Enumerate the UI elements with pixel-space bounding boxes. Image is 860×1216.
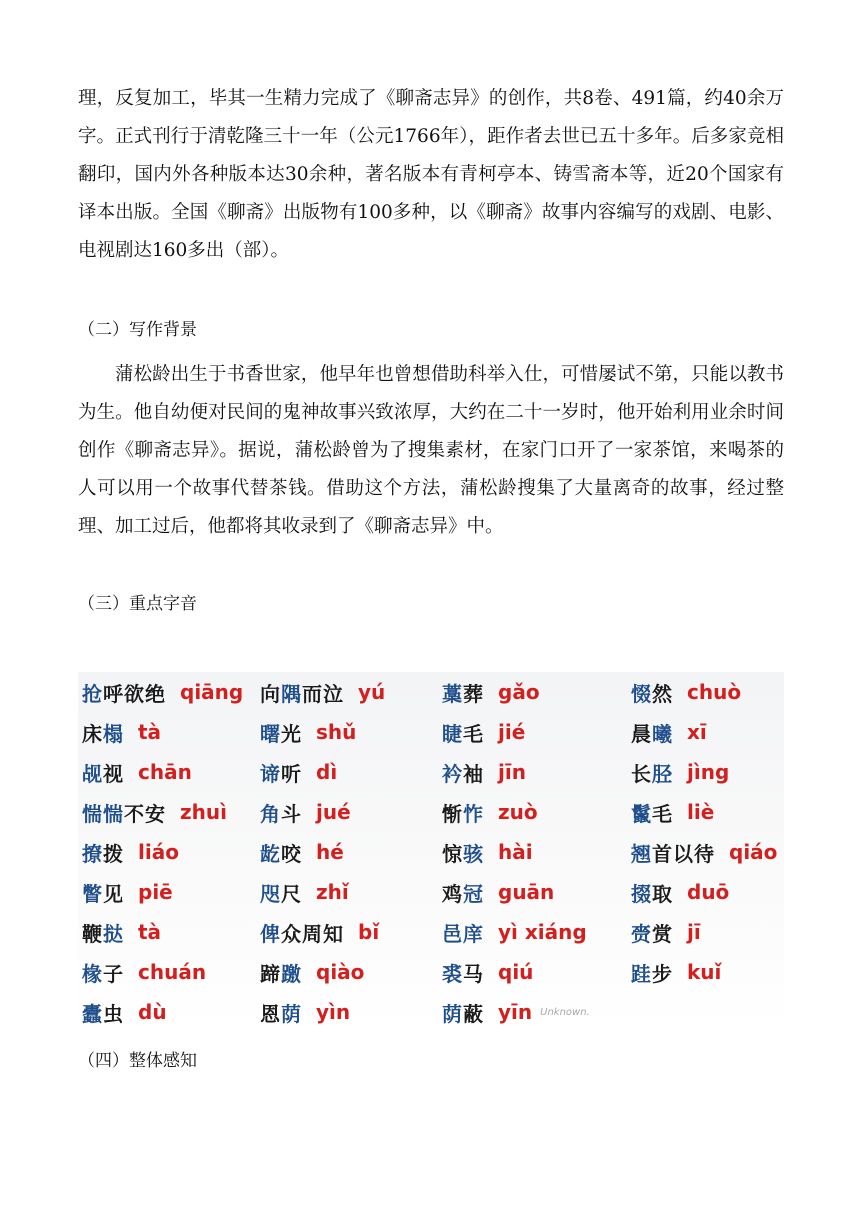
vocab-char: 视	[103, 761, 124, 786]
vocab-pinyin: jìng	[687, 760, 730, 784]
vocab-key-char: 荫	[442, 1001, 463, 1026]
vocab-pinyin: qiāng	[180, 680, 244, 704]
vocab-char: 恩	[260, 1001, 281, 1026]
vocab-item	[442, 872, 554, 912]
vocab-word	[442, 718, 484, 747]
vocab-word	[631, 678, 673, 707]
vocab-pinyin: jué	[316, 800, 351, 824]
vocab-pinyin: dù	[138, 1000, 167, 1024]
vocab-pinyin: duō	[687, 880, 730, 904]
vocab-char: 呼欲绝	[103, 681, 166, 706]
vocab-item	[631, 832, 777, 872]
vocab-char: 取	[652, 881, 673, 906]
vocab-key-char: 惙	[631, 681, 652, 706]
vocab-word	[631, 758, 673, 787]
vocab-char: 长	[631, 761, 652, 786]
vocab-char: 拨	[103, 841, 124, 866]
vocab-char: 然	[652, 681, 673, 706]
vocab-char: 听	[281, 761, 302, 786]
paragraph-background-text: 蒲松龄出生于书香世家，他早年也曾想借助科举入仕，可惜屡试不第，只能以教书为生。他自幼便对民间的鬼神故事兴致浓厚，大约在二十一岁时，他开始利用业余时间创作《聊斋志异》。据说，蒲松龄曾为了搜集素材，在家门口开了一家茶馆，来喝茶的人可以用一个故事代替茶钱。借助这个方法，蒲松龄搜集了大量离奇的故事，经过整理、加工过后，他都将其收录到了《聊斋志异》中。	[78, 364, 784, 537]
vocab-char: 毛	[652, 801, 673, 826]
vocab-item	[260, 872, 349, 912]
paragraph-intro	[78, 80, 784, 270]
vocab-word	[442, 838, 484, 867]
vocab-item	[82, 712, 161, 752]
vocab-item	[442, 832, 533, 872]
vocab-item	[631, 792, 714, 832]
vocab-pinyin: qiú	[498, 960, 534, 984]
vocab-item	[82, 832, 179, 872]
vocab-pinyin: bǐ	[358, 920, 380, 944]
vocab-pinyin: qiào	[316, 960, 365, 984]
vocab-key-char: 榻	[103, 721, 124, 746]
vocab-key-char: 挞	[103, 921, 124, 946]
vocab-item	[82, 792, 227, 832]
vocab-item	[82, 952, 206, 992]
vocab-word	[631, 838, 715, 867]
vocab-item	[82, 992, 167, 1032]
vocab-char: 步	[652, 961, 673, 986]
vocab-key-char: 曙	[260, 721, 281, 746]
vocab-key-char: 惴惴	[82, 801, 124, 826]
vocab-pinyin: zhǐ	[316, 880, 349, 904]
vocab-item	[442, 792, 538, 832]
vocab-char: 袖	[463, 761, 484, 786]
vocab-item	[82, 752, 192, 792]
vocab-item	[442, 992, 590, 1032]
vocab-word	[82, 758, 124, 787]
vocab-pinyin: piē	[138, 880, 173, 904]
vocab-key-char: 椽	[82, 961, 103, 986]
vocab-item	[260, 792, 351, 832]
watermark-mark: Unknown.	[540, 1006, 590, 1018]
heading-key-pronunciation: （三）重点字音	[78, 594, 197, 614]
vocab-char: 床	[82, 721, 103, 746]
vocab-pinyin: jīn	[498, 760, 526, 784]
vocab-item	[260, 752, 337, 792]
vocab-item	[82, 912, 161, 952]
vocab-char: 毛	[463, 721, 484, 746]
vocab-word	[442, 998, 484, 1027]
vocab-key-char: 邑庠	[442, 921, 484, 946]
vocab-pinyin: hé	[316, 840, 344, 864]
vocab-word	[260, 998, 302, 1027]
pronunciation-table	[78, 672, 784, 1029]
vocab-word	[631, 718, 673, 747]
vocab-word	[260, 758, 302, 787]
vocab-char: 咬	[281, 841, 302, 866]
vocab-pinyin: yì xiáng	[498, 920, 587, 944]
vocab-char: 众周知	[281, 921, 344, 946]
vocab-char: 子	[103, 961, 124, 986]
vocab-key-char: 骇	[463, 841, 484, 866]
vocab-item	[260, 912, 379, 952]
vocab-key-char: 俾	[260, 921, 281, 946]
vocab-key-char: 隅	[281, 681, 302, 706]
vocab-char: 向	[260, 681, 281, 706]
vocab-pinyin: chān	[138, 760, 192, 784]
vocab-key-char: 曦	[652, 721, 673, 746]
vocab-key-char: 角	[260, 801, 281, 826]
vocab-char: 虫	[103, 1001, 124, 1026]
vocab-word	[82, 998, 124, 1027]
vocab-word	[631, 918, 673, 947]
vocab-key-char: 瞥	[82, 881, 103, 906]
heading-overall-perception: （四）整体感知	[78, 1051, 197, 1071]
vocab-word	[631, 958, 673, 987]
heading-writing-background: （二）写作背景	[78, 320, 197, 340]
vocab-key-char: 蠹	[82, 1001, 103, 1026]
vocab-char: 赏	[652, 921, 673, 946]
paragraph-background	[78, 356, 784, 546]
vocab-pinyin: yú	[358, 680, 386, 704]
vocab-pinyin: xī	[687, 720, 707, 744]
vocab-word	[260, 718, 302, 747]
vocab-key-char: 躈	[281, 961, 302, 986]
vocab-key-char: 咫	[260, 881, 281, 906]
vocab-key-char: 胫	[652, 761, 673, 786]
vocab-key-char: 抢	[82, 681, 103, 706]
vocab-pinyin: qiáo	[729, 840, 778, 864]
vocab-item	[631, 752, 729, 792]
vocab-item	[631, 672, 741, 712]
vocab-pinyin: tà	[138, 920, 162, 944]
vocab-item	[442, 712, 525, 752]
vocab-item	[260, 992, 350, 1032]
vocab-char: 晨	[631, 721, 652, 746]
vocab-item	[260, 672, 385, 712]
vocab-key-char: 衿	[442, 761, 463, 786]
vocab-char: 马	[463, 961, 484, 986]
vocab-pinyin: jī	[687, 920, 701, 944]
paragraph-intro-text: 理，反复加工，毕其一生精力完成了《聊斋志异》的创作，共8卷、491篇，约40余万字。正式刊行于清乾隆三十一年（公元1766年），距作者去世已五十多年。后多家竞相翻印，国内外各种版本达30余种，著名版本有青柯亭本、铸雪斋本等，近20个国家有译本出版。全国《聊斋》出版物有100多种，以《聊斋》故事内容编写的戏剧、电影、电视剧达160多出（部）。	[78, 88, 784, 261]
vocab-word	[260, 958, 302, 987]
vocab-key-char: 撩	[82, 841, 103, 866]
vocab-char: 蔽	[463, 1001, 484, 1026]
vocab-key-char: 鬣	[631, 801, 652, 826]
vocab-pinyin: zhuì	[180, 800, 227, 824]
vocab-pinyin: zuò	[498, 800, 538, 824]
vocab-key-char: 藁	[442, 681, 463, 706]
vocab-pinyin: chuán	[138, 960, 207, 984]
vocab-char: 不安	[124, 801, 166, 826]
vocab-pinyin: chuò	[687, 680, 742, 704]
vocab-word	[442, 958, 484, 987]
vocab-pinyin: guān	[498, 880, 555, 904]
vocab-item	[442, 952, 533, 992]
vocab-word	[260, 838, 302, 867]
vocab-word	[442, 758, 484, 787]
vocab-pinyin: jié	[498, 720, 526, 744]
vocab-pinyin: yìn	[316, 1000, 351, 1024]
vocab-key-char: 跬	[631, 961, 652, 986]
vocab-item	[82, 672, 243, 712]
vocab-key-char: 怍	[463, 801, 484, 826]
vocab-char: 葬	[463, 681, 484, 706]
vocab-item	[260, 952, 364, 992]
vocab-item	[442, 752, 526, 792]
vocab-word	[631, 878, 673, 907]
vocab-char: 尺	[281, 881, 302, 906]
vocab-word	[442, 798, 484, 827]
vocab-char: 惭	[442, 801, 463, 826]
vocab-word	[260, 678, 344, 707]
vocab-char: 鸡	[442, 881, 463, 906]
vocab-key-char: 觇	[82, 761, 103, 786]
vocab-word	[442, 678, 484, 707]
vocab-pinyin: dì	[316, 760, 338, 784]
vocab-word	[260, 918, 344, 947]
vocab-word	[442, 878, 484, 907]
vocab-key-char: 睫	[442, 721, 463, 746]
vocab-key-char: 裘	[442, 961, 463, 986]
vocab-word	[442, 918, 484, 947]
vocab-word	[260, 878, 302, 907]
vocab-word	[82, 718, 124, 747]
vocab-word	[82, 918, 124, 947]
vocab-key-char: 谛	[260, 761, 281, 786]
vocab-word	[631, 798, 673, 827]
vocab-char: 首以待	[652, 841, 715, 866]
vocab-char: 而泣	[302, 681, 344, 706]
vocab-pinyin: shǔ	[316, 720, 357, 744]
vocab-key-char: 荫	[281, 1001, 302, 1026]
vocab-item	[260, 832, 344, 872]
vocab-word	[82, 678, 166, 707]
vocab-key-char: 赍	[631, 921, 652, 946]
vocab-word	[260, 798, 302, 827]
vocab-word	[82, 958, 124, 987]
vocab-key-char: 翘	[631, 841, 652, 866]
vocab-item	[631, 952, 721, 992]
vocab-char: 惊	[442, 841, 463, 866]
vocab-item	[631, 712, 707, 752]
vocab-key-char: 掇	[631, 881, 652, 906]
vocab-char: 鞭	[82, 921, 103, 946]
vocab-pinyin: liáo	[138, 840, 179, 864]
vocab-item	[260, 712, 356, 752]
vocab-word	[82, 838, 124, 867]
vocab-char: 光	[281, 721, 302, 746]
vocab-pinyin: hài	[498, 840, 533, 864]
vocab-key-char: 龁	[260, 841, 281, 866]
vocab-pinyin: tà	[138, 720, 162, 744]
vocab-char: 见	[103, 881, 124, 906]
vocab-pinyin: gǎo	[498, 680, 540, 704]
vocab-word	[82, 798, 166, 827]
vocab-pinyin: yīn	[498, 1000, 533, 1024]
vocab-word	[82, 878, 124, 907]
vocab-item	[631, 872, 729, 912]
vocab-char: 蹄	[260, 961, 281, 986]
vocab-key-char: 冠	[463, 881, 484, 906]
vocab-item	[631, 912, 701, 952]
vocab-item	[442, 672, 540, 712]
vocab-item	[442, 912, 587, 952]
vocab-pinyin: kuǐ	[687, 960, 722, 984]
vocab-item	[82, 872, 173, 912]
vocab-char: 斗	[281, 801, 302, 826]
vocab-pinyin: liè	[687, 800, 715, 824]
